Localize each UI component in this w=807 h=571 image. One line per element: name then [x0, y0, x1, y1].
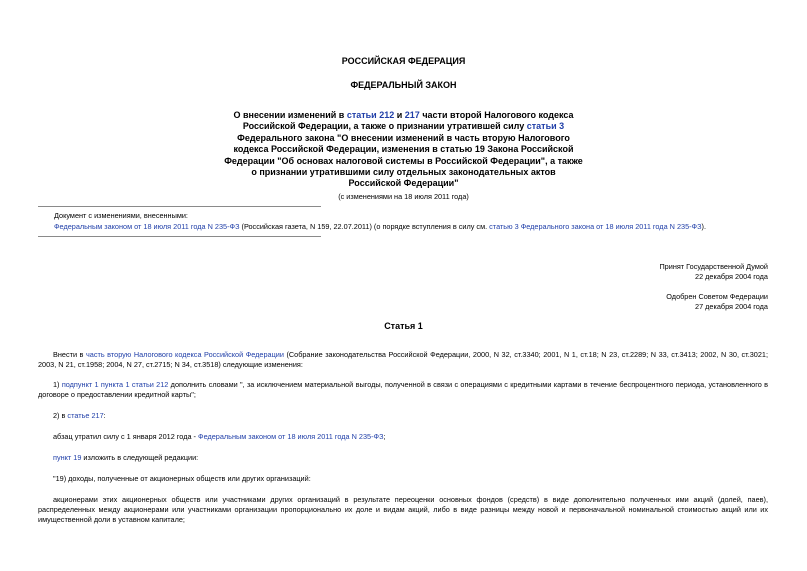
paragraph-intro: Внести в часть вторую Налогового кодекса Российской Федерации (Собрание законодательства Российской Федерации, 2000, N 32, ст.3340; 2001, N 1, ст.18; N 23, ст.2289; N 33, ст.3413; 2002, N 30, ст.3021; 2003, N 21, ст.1958; 2004, N 27, ст.2715; N 34, ст.3518) следующие изменения: [38, 350, 769, 369]
link-article-217-body[interactable]: статье 217 [67, 411, 104, 420]
paragraph-quote-19: "19) доходы, полученные от акционерных обществ или других организаций: [53, 474, 311, 483]
title-line-2: Российской Федерации, а также о признании утратившей силу статьи 3 [242, 121, 565, 132]
changes-line: Федеральным законом от 18 июля 2011 года N 235-ФЗ (Российская газета, N 159, 22.07.2011) (о порядке вступления в силу см. статью 3 Федерального закона от 18 июля 2011 года N 235-ФЗ). [54, 222, 706, 231]
duma-date: 22 декабря 2004 года [695, 272, 768, 281]
link-federal-law-235-body[interactable]: Федеральным законом от 18 июля 2011 года N 235-ФЗ [198, 432, 384, 441]
paragraph-repealed: абзац утратил силу с 1 января 2012 года - Федеральным законом от 18 июля 2011 года N 235-ФЗ; [53, 432, 386, 441]
council-label: Одобрен Советом Федерации [666, 292, 768, 301]
paragraph-item-2: 2) в статье 217: [53, 411, 106, 420]
title-line-7: Российской Федерации" [348, 178, 459, 189]
changes-label: Документ с изменениями, внесенными: [54, 211, 188, 220]
divider-bottom [38, 236, 321, 237]
title-line-5: Федерации "Об основах налоговой системы в Российской Федерации", а также [224, 155, 583, 166]
amended-note: (с изменениями на 18 июля 2011 года) [338, 192, 469, 201]
title-line-1: О внесении изменений в статьи 212 и 217 части второй Налогового кодекса [233, 110, 574, 120]
link-federal-law-235[interactable]: Федеральным законом от 18 июля 2011 года N 235-ФЗ [54, 222, 240, 231]
link-tax-code-part-2[interactable]: часть вторую Налогового кодекса Российской Федерации [85, 350, 284, 359]
title-line-3: Федерального закона "О внесении изменений в часть вторую Налогового [237, 132, 570, 143]
link-article-3-law-235[interactable]: статью 3 Федерального закона от 18 июля 2011 года N 235-ФЗ [489, 222, 702, 231]
link-point-19[interactable]: пункт 19 [53, 453, 82, 462]
title-line-6: о признании утратившими силу отдельных законодательных актов [251, 167, 556, 178]
article-heading: Статья 1 [384, 321, 423, 331]
paragraph-shareholders: акционерами этих акционерных обществ или участниками других организаций в результате переоценки основных фондов (средств) в виде дополнительно полученных ими акций (долей, паев), распределенных между акционерами или участниками организации пропорционально их доле и видам акций, либо в виде разницы между новой и первоначальной номинальной стоимостью акций или их имущественной доли в уставном капитале; [38, 495, 768, 524]
link-subparagraph-212[interactable]: подпункт 1 пункта 1 статьи 212 [61, 380, 169, 389]
link-article-3[interactable]: статьи 3 [526, 121, 565, 132]
paragraph-item-1: 1) подпункт 1 пункта 1 статьи 212 дополнить словами ", за исключением материальной выгоды, полученной в связи с операциями с кредитными картами в течение беспроцентного периода, установленного в договоре о предоставлении кредитной карты"; [38, 380, 769, 399]
paragraph-point-19: пункт 19 изложить в следующей редакции: [53, 453, 199, 462]
divider-top [38, 206, 321, 207]
council-date: 27 декабря 2004 года [695, 302, 768, 311]
title-line-4: кодекса Российской Федерации, изменения в статью 19 Закона Российской [233, 144, 574, 155]
duma-label: Принят Государственной Думой [659, 262, 768, 271]
link-article-212[interactable]: статьи 212 [346, 110, 395, 120]
link-article-217[interactable]: 217 [404, 110, 420, 120]
doc-type-heading: ФЕДЕРАЛЬНЫЙ ЗАКОН [350, 80, 457, 90]
law-title [0, 110, 807, 190]
country-heading: РОССИЙСКАЯ ФЕДЕРАЦИЯ [341, 56, 466, 66]
